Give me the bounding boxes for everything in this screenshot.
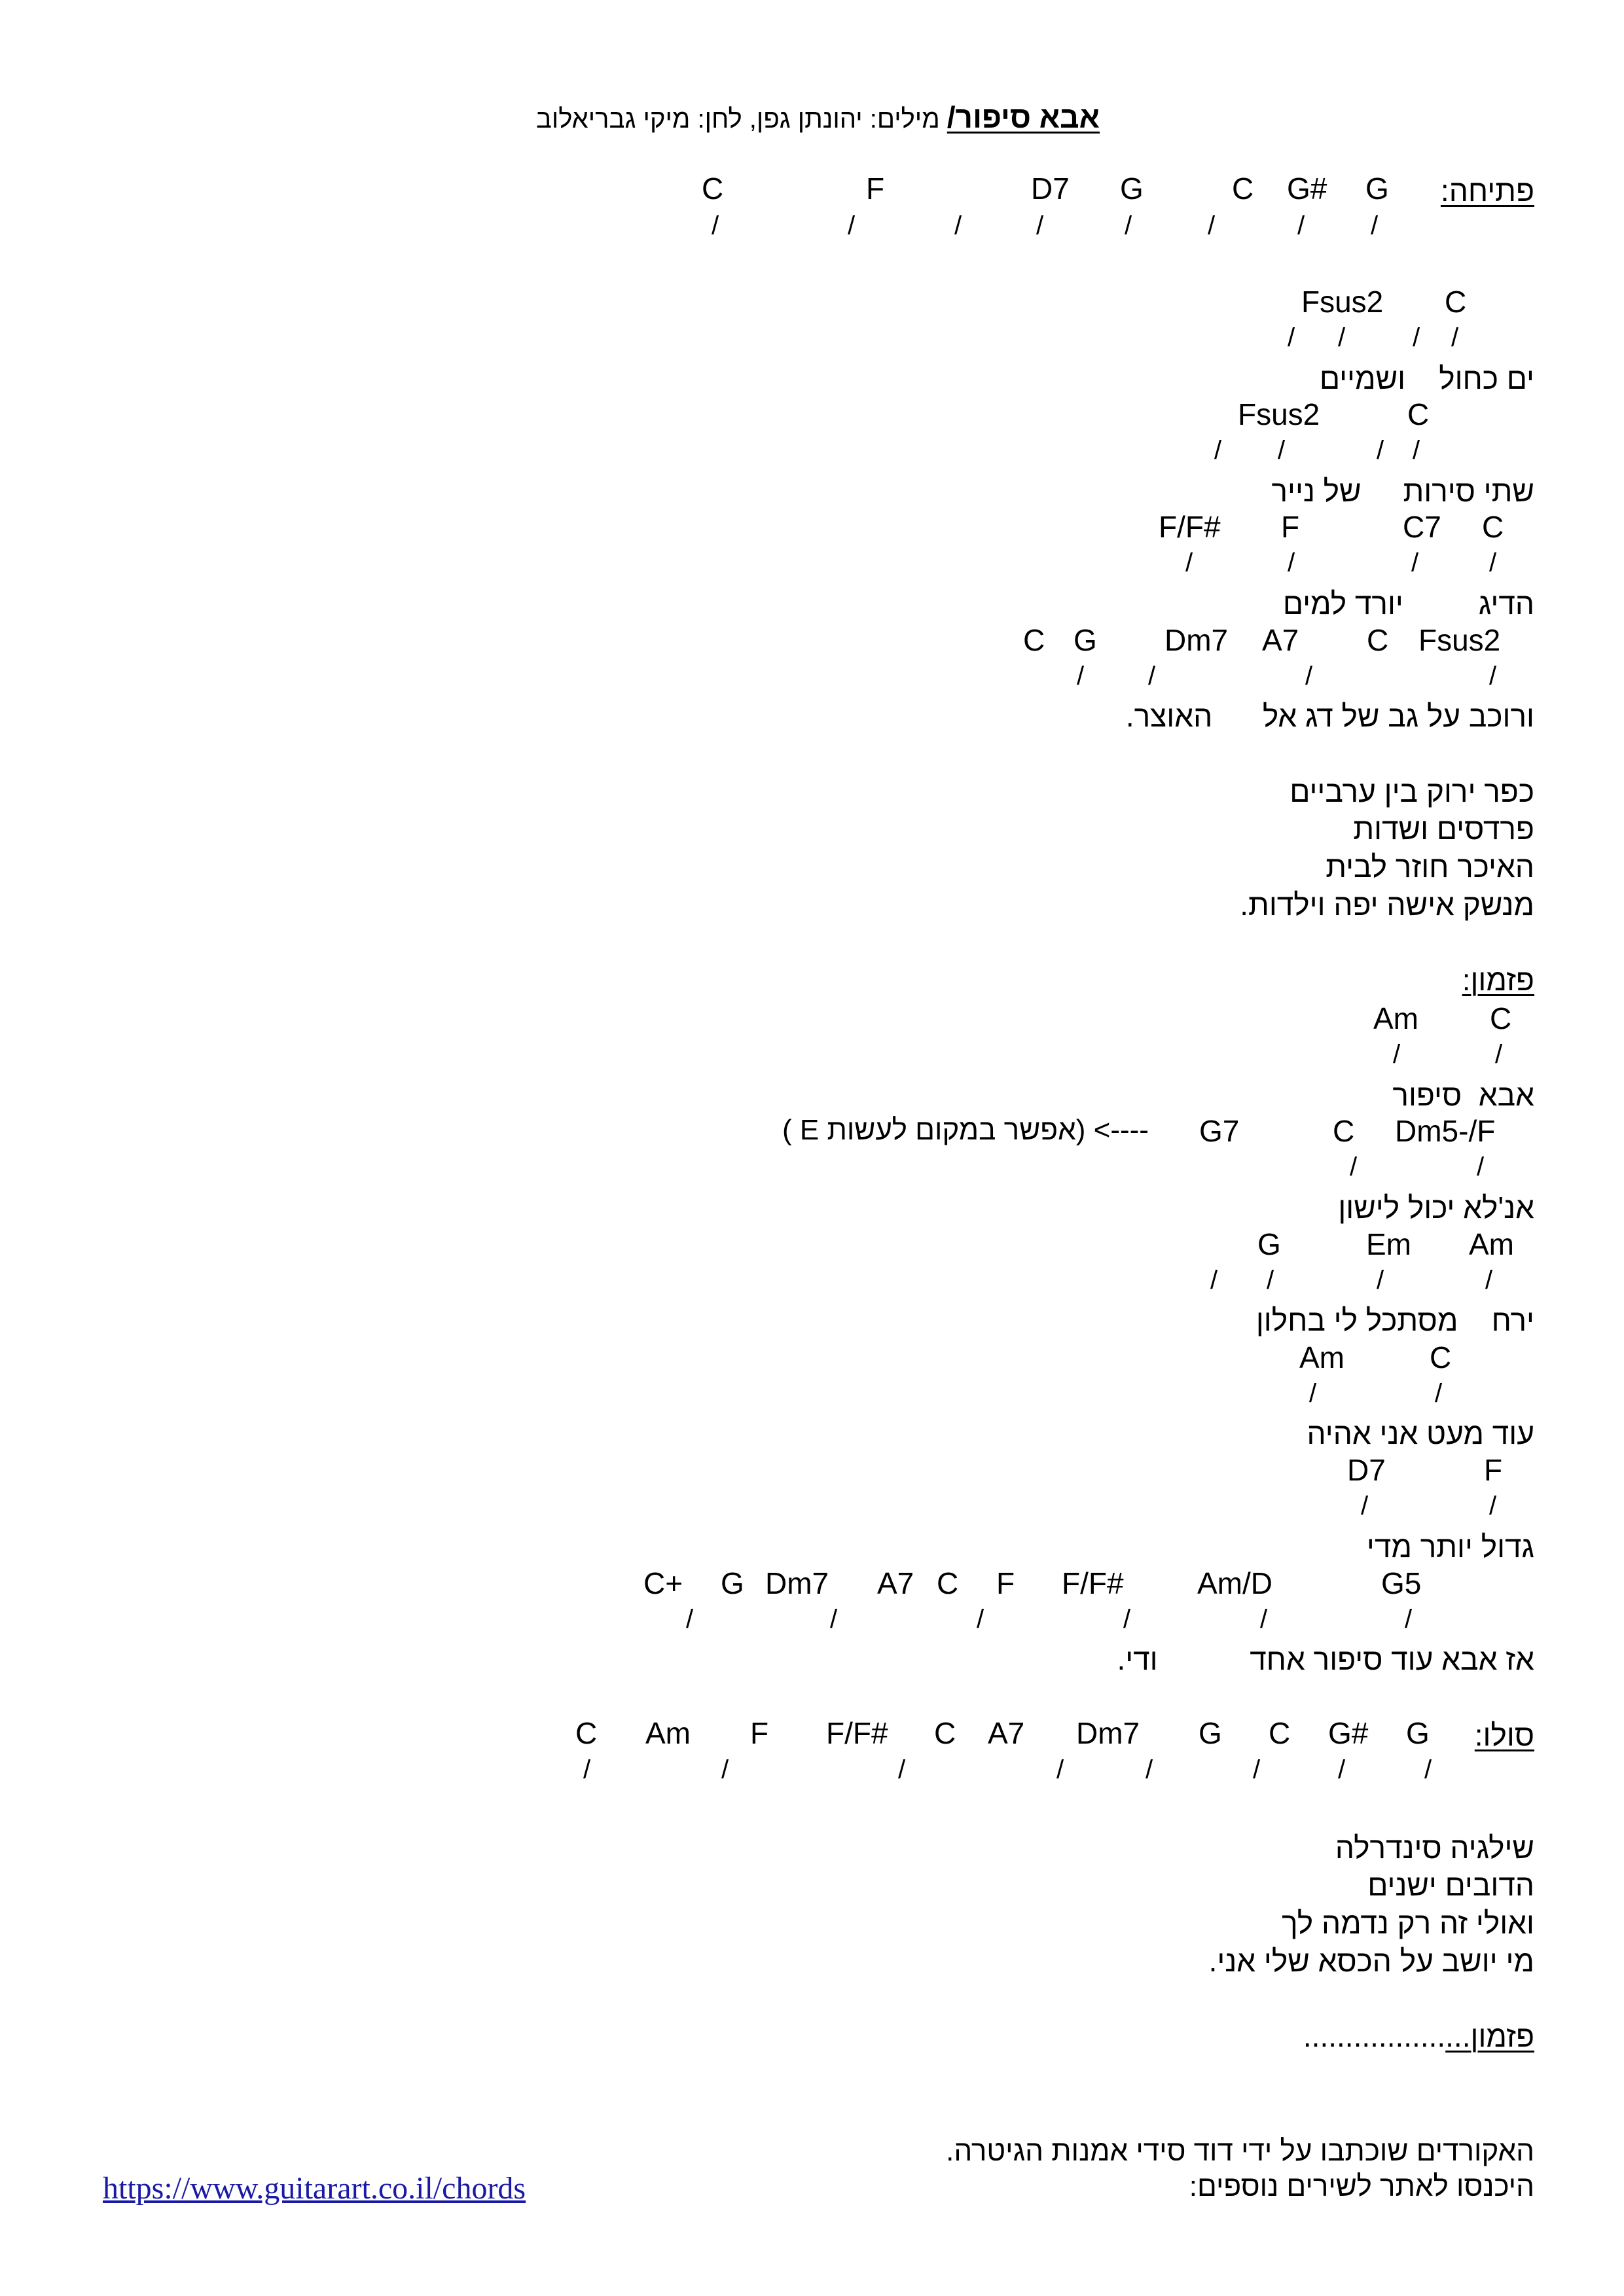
chord: Dm7	[1076, 1716, 1140, 1750]
chord: G5	[1381, 1566, 1422, 1600]
chord: F/F#	[1062, 1566, 1124, 1600]
lyric-line: הדיג יורד למים	[1282, 586, 1534, 620]
chord: C	[1232, 171, 1254, 206]
chord: Dm7	[765, 1566, 829, 1600]
chord: G	[1120, 171, 1144, 206]
chord: C	[1490, 1001, 1512, 1035]
lyric-line: האיכר חוזר לבית	[1326, 850, 1534, 884]
chord: G	[721, 1566, 744, 1600]
chord: C	[702, 171, 724, 206]
chord: Am/D	[1197, 1566, 1272, 1600]
chord: C	[1367, 623, 1389, 657]
chord: C	[1407, 397, 1430, 431]
chord: C	[1445, 285, 1467, 319]
chord: C	[1333, 1114, 1355, 1148]
chorus-repeat	[1303, 2021, 1534, 2051]
chord: F/F#	[1159, 510, 1221, 544]
chord: Fsus2	[1418, 623, 1501, 657]
chord: C	[575, 1716, 598, 1750]
chord: Em	[1366, 1227, 1411, 1261]
song-credits: מילים: יהונתן גפן, לחן: מיקי גבריאלוב	[535, 105, 947, 134]
chord: Am	[1469, 1227, 1514, 1261]
chorus-label: פזמון:	[1462, 963, 1534, 997]
chord: C	[1023, 623, 1045, 657]
chord: G#	[1287, 171, 1327, 206]
song-header	[524, 99, 1100, 135]
song-title: אבא סיפור/	[947, 100, 1100, 134]
lyric-line: ורוכב על גב של דג אל האוצר.	[1125, 699, 1534, 733]
chord: G	[1365, 171, 1389, 206]
chord: Am	[1373, 1001, 1418, 1035]
chorus-repeat-label: פזמון...	[1445, 2019, 1534, 2053]
lyric-line: כפר ירוק בין ערביים	[1290, 774, 1534, 808]
lyric-line: שילגיה סינדרלה	[1335, 1831, 1534, 1865]
chord: C+	[643, 1566, 683, 1600]
solo-label: סולו:	[1474, 1718, 1534, 1752]
lyric-line: אבא סיפור	[1392, 1078, 1534, 1112]
chord: F	[1484, 1453, 1503, 1487]
chord: Fsus2	[1301, 285, 1384, 319]
footer-cta: היכנסו לאתר לשירים נוספים:	[1189, 2170, 1534, 2202]
lyric-line: מי יושב על הכסא שלי אני.	[1208, 1944, 1534, 1978]
chord: G	[1199, 1716, 1222, 1750]
lyric-line: עוד מעט אני אהיה	[1307, 1416, 1534, 1450]
chord: Dm7	[1164, 623, 1229, 657]
chord: C	[1269, 1716, 1291, 1750]
chord: A7	[877, 1566, 914, 1600]
chord: C	[937, 1566, 959, 1600]
lyric-line: אז אבא עוד סיפור אחד ודי.	[1117, 1642, 1534, 1676]
chord: C	[1482, 510, 1504, 544]
lyric-line: שתי סירות של נייר	[1271, 474, 1534, 508]
chord: Dm5-/F	[1395, 1114, 1496, 1148]
lyric-line: ים כחול ושמיים	[1319, 361, 1534, 395]
chord-alternative-note: ( E אפשר במקום לעשות) <----	[782, 1114, 1149, 1146]
chord: C	[934, 1716, 956, 1750]
chorus-repeat-dots: .................	[1303, 2019, 1446, 2053]
lyric-line: ואולי זה רק נדמה לך	[1282, 1906, 1534, 1940]
chord: G	[1406, 1716, 1430, 1750]
lyric-line: אנ'לא יכול לישון	[1338, 1191, 1534, 1225]
chord: F	[996, 1566, 1015, 1600]
chord: G	[1257, 1227, 1281, 1261]
chord: A7	[988, 1716, 1025, 1750]
chord: F	[866, 171, 885, 206]
chord: G7	[1199, 1114, 1240, 1148]
chord: Fsus2	[1238, 397, 1320, 431]
chord: G#	[1328, 1716, 1369, 1750]
lyric-line: גדול יותר מדי	[1366, 1530, 1534, 1564]
chord: D7	[1347, 1453, 1386, 1487]
chord: A7	[1262, 623, 1299, 657]
chord: Am	[645, 1716, 691, 1750]
chord: Am	[1299, 1340, 1344, 1374]
chord: G	[1074, 623, 1097, 657]
lyric-line: פרדסים ושדות	[1353, 812, 1534, 846]
chord: F/F#	[826, 1716, 888, 1750]
footer-credit: האקורדים שוכתבו על ידי דוד סידי אמנות הגיטרה.	[946, 2135, 1534, 2167]
chord: F	[750, 1716, 769, 1750]
intro-label: פתיחה:	[1440, 173, 1534, 207]
chord: C	[1430, 1340, 1452, 1374]
chord: C7	[1403, 510, 1441, 544]
site-link[interactable]: https://www.guitarart.co.il/chords	[103, 2171, 526, 2206]
chord: F	[1281, 510, 1300, 544]
lyric-line: ירח מסתכל לי בחלון	[1255, 1303, 1534, 1337]
chord: D7	[1031, 171, 1070, 206]
lyric-line: הדובים ישנים	[1367, 1868, 1534, 1902]
lyric-line: מנשק אישה יפה וילדות.	[1240, 888, 1534, 922]
